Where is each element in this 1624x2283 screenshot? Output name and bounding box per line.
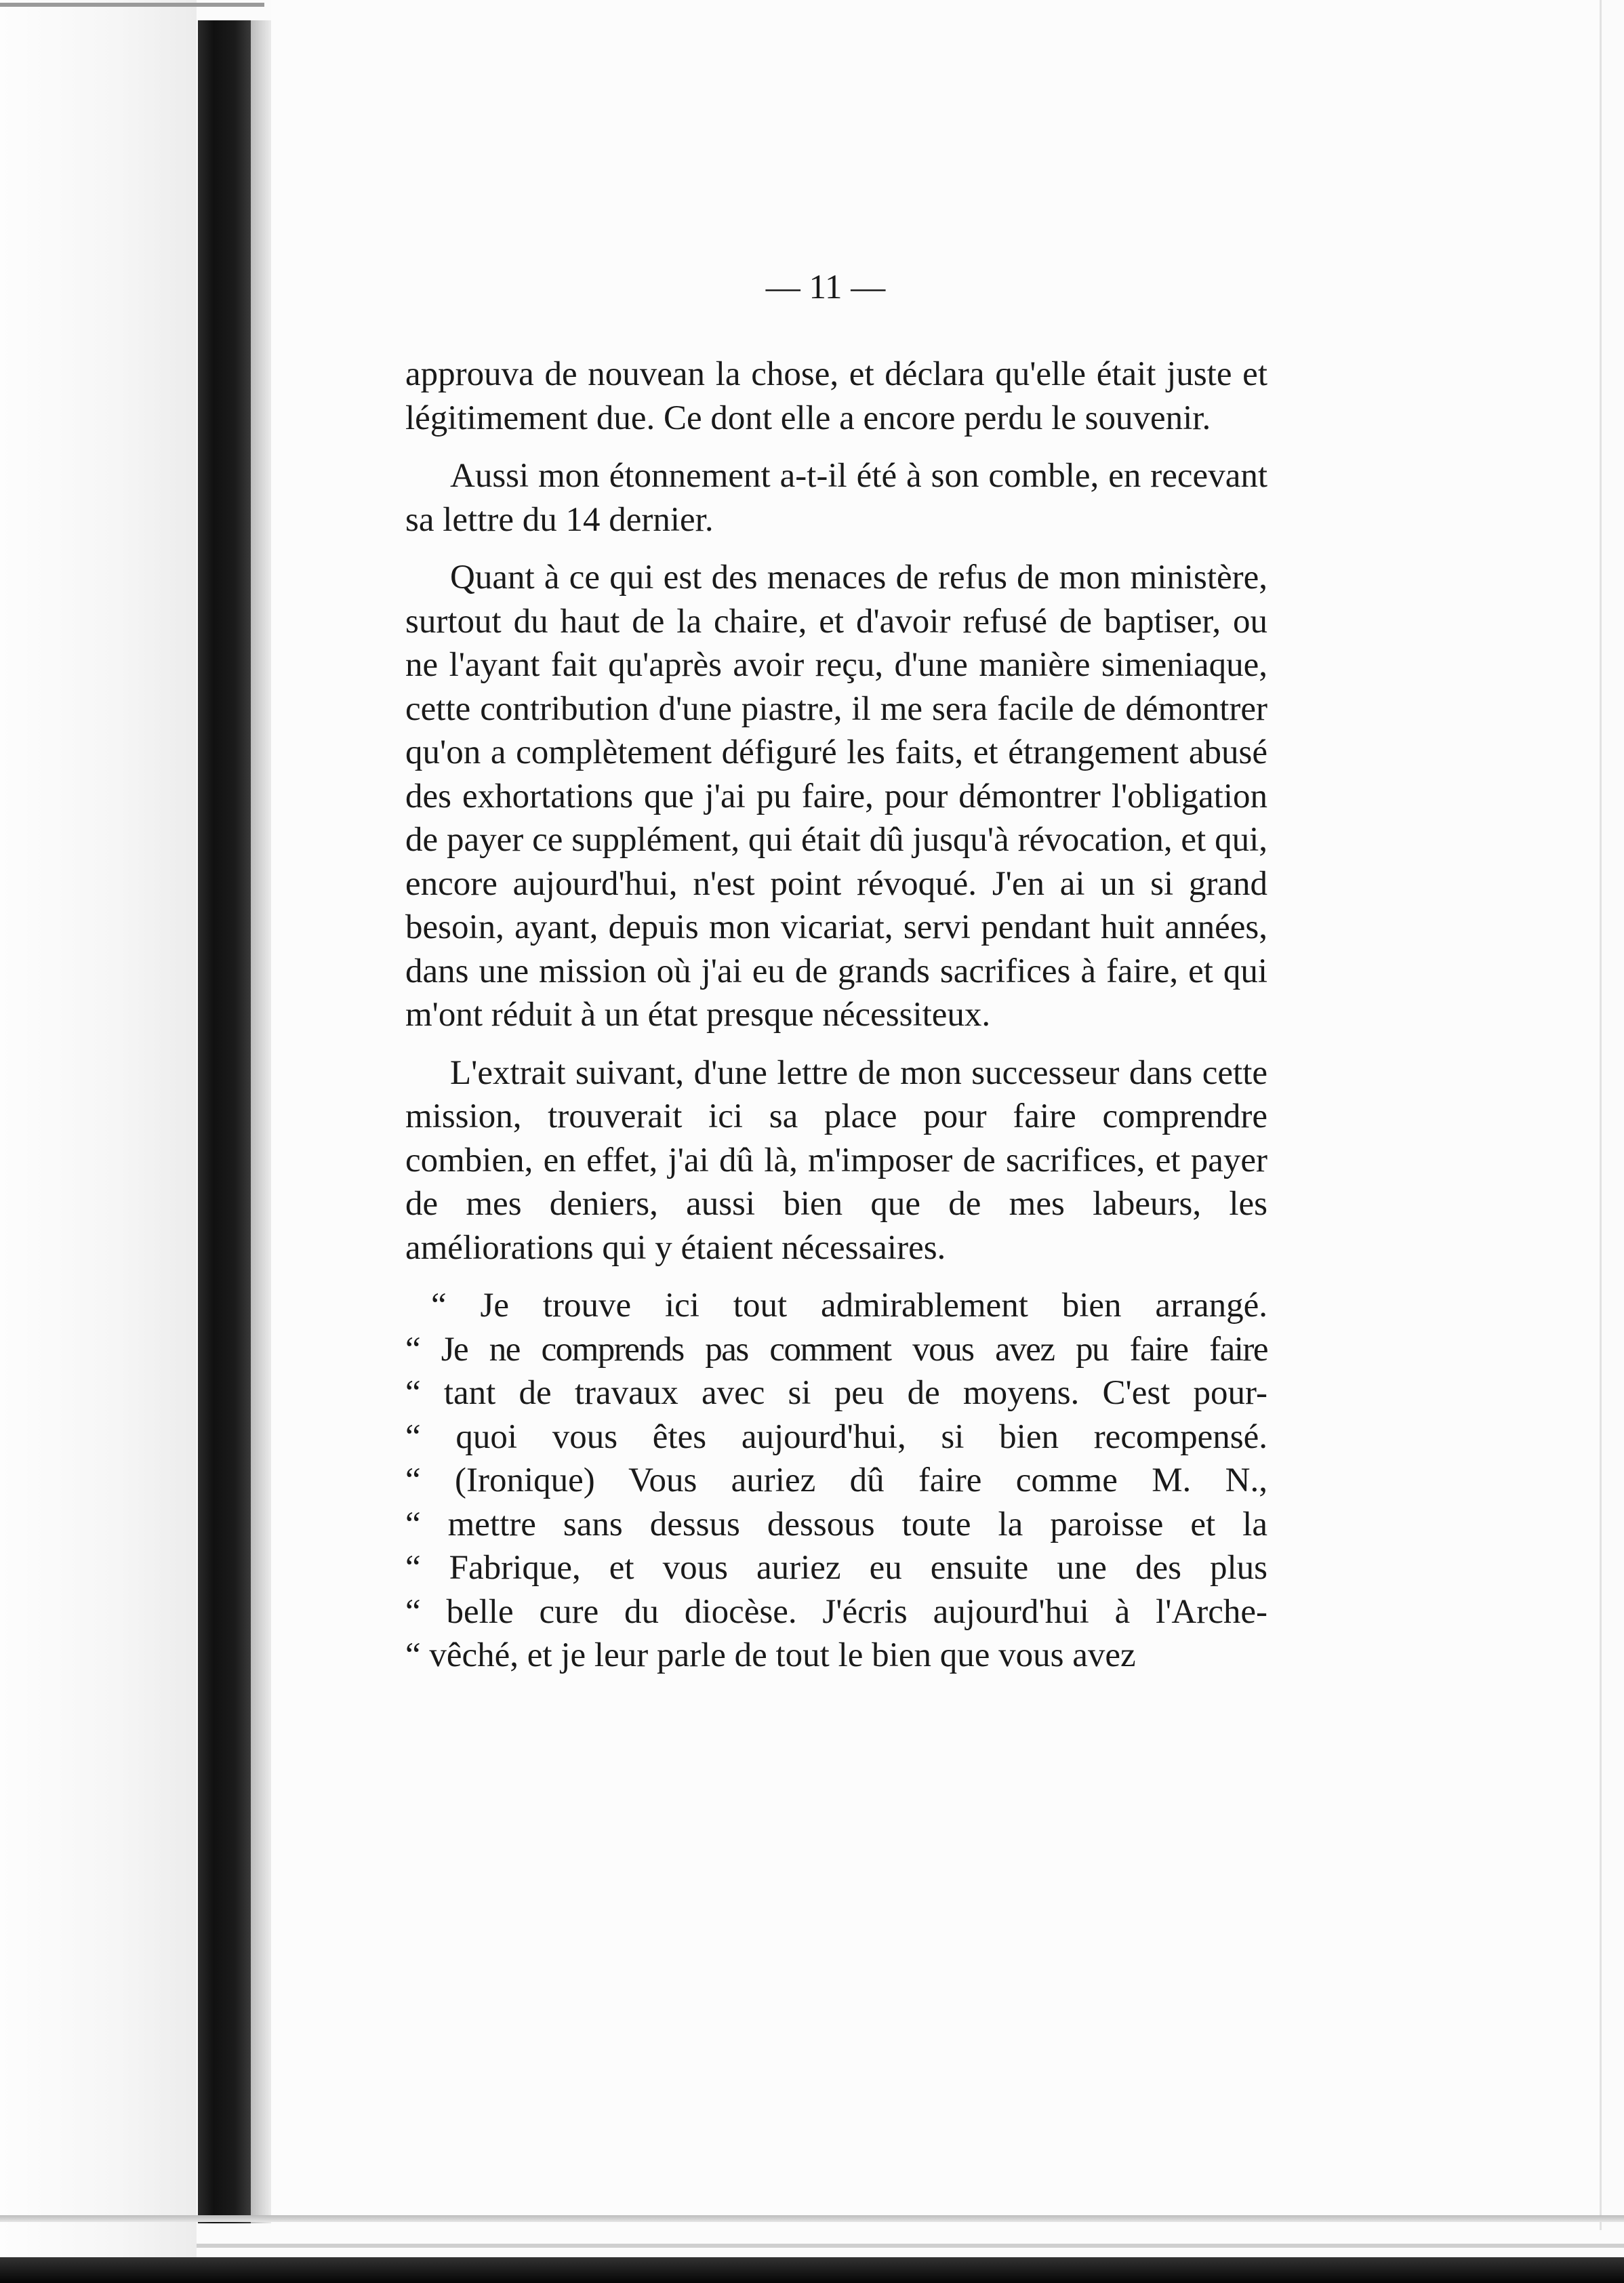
book-spine [198,20,251,2223]
quote-line: “ mettre sans dessus dessous toute la paroisse et la [405,1505,1267,1543]
quote-line: “ tant de travaux avec si peu de moyens. C'est pour- [405,1374,1267,1412]
quote-line: “ quoi vous êtes aujourd'hui, si bien recompensé. [405,1417,1267,1456]
quote-line: “ vêché, et je leur parle de tout le bien que vous avez [405,1636,1136,1674]
scan-left-margin [0,0,197,2283]
paragraph: Quant à ce qui est des menaces de refus de mon ministère, surtout du haut de la chaire, et d'avoir refusé de baptiser, ou ne l'ayant fait qu'après avoir reçu, d'une manière simeniaque, cette contribution d'une piastre, il me sera facile de démontrer qu'on a complètement défiguré les faits, et étrangement abusé des exhortations que j'ai pu faire, pour démontrer l'obligation de payer ce supplément, qui était dû jusqu'à révocation, et qui, encore aujourd'hui, n'est point révoqué. J'en ai un si grand besoin, ayant, depuis mon vicariat, servi pendant huit années, dans une mission où j'ai eu de grands sacrifices à faire, et qui m'ont réduit à un état presque nécessiteux. [405,559,1267,1034]
scan-bottom-edge [0,2215,1624,2222]
page-number [0,268,1624,307]
body-text [405,352,1267,1678]
quoted-letter [405,1284,1267,1678]
quote-line: “ Fabrique, et vous auriez eu ensuite une des plus [405,1549,1267,1587]
quote-line: “ Je ne comprends pas comment vous avez pu faire faire [405,1330,1267,1369]
scan-top-edge [0,3,264,7]
paragraph: Aussi mon étonnement a-t-il été à son comble, en recevant sa lettre du 14 dernier. [405,457,1267,539]
quote-line: “ belle cure du diocèse. J'écris aujourd'hui à l'Arche- [405,1592,1267,1631]
scan-bottom-edge-secondary [197,2244,1624,2248]
scan-bottom-shadow [0,2257,1624,2283]
paragraph: L'extrait suivant, d'une lettre de mon successeur dans cette mission, trouverait ici sa place pour faire comprendre combien, en effet, j'ai dû là, m'imposer de sacrifices, et payer de mes deniers, aussi bien que de mes labeurs, les améliorations qui y étaient nécessaires. [405,1053,1267,1267]
page-number-text: — 11 — [765,268,886,306]
quote-line: “ Je trouve ici tout admirablement bien arrangé. [431,1287,1267,1325]
quote-line: “ (Ironique) Vous auriez dû faire comme M. N., [405,1461,1267,1499]
paragraph: approuva de nouvean la chose, et déclara qu'elle était juste et légitimement due. Ce dont elle a encore perdu le souvenir. [405,355,1267,437]
